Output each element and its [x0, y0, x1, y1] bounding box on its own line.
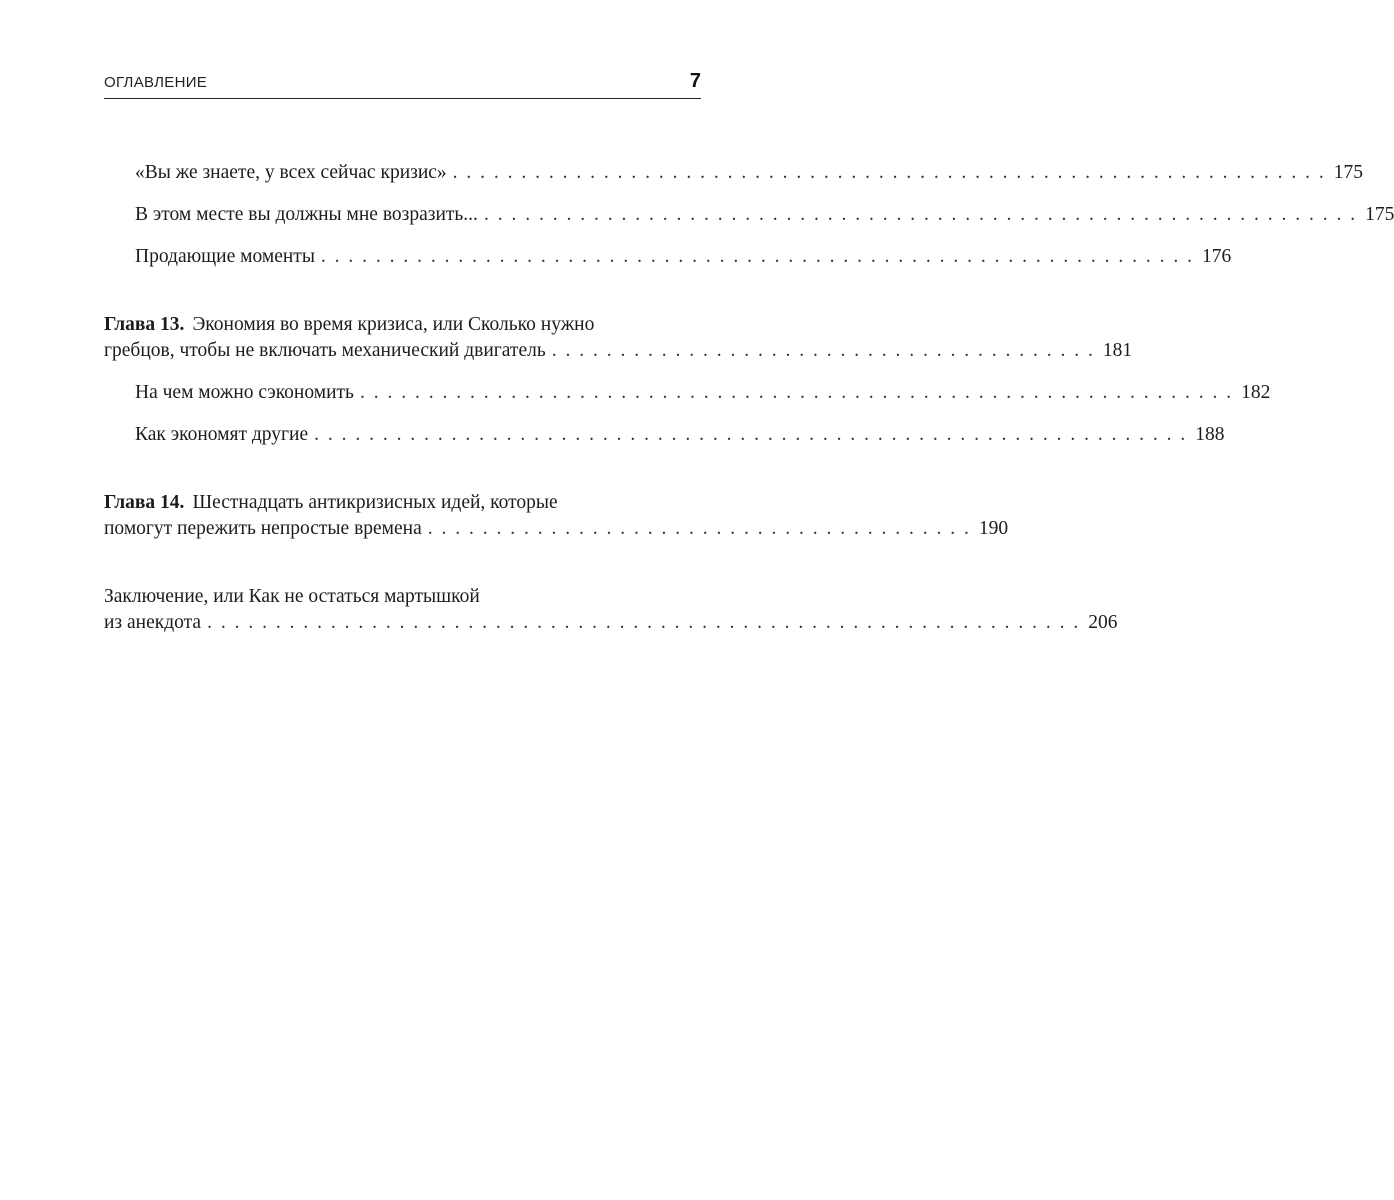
toc-conclusion[interactable]: [104, 584, 1118, 636]
dot-leader: . . . . . . . . . . . . . . . . . . . . . . . . . . . . . . . . . . . . . . . . . . . . . . . . . . . . . . . . . . . . . . . .: [452, 162, 1326, 183]
dot-leader: . . . . . . . . . . . . . . . . . . . . . . . . . . . . . . . . . . . . . . . . . . . . . . . . . . . . . . . . . . . . . . . .: [483, 204, 1358, 225]
chapter-title: Шестнадцать антикризисных идей, которые: [192, 492, 558, 513]
chapter-label: Глава 14.: [104, 492, 185, 513]
dot-leader: . . . . . . . . . . . . . . . . . . . . . . . . . . . . . . . . . . . . . . . . . . . . . . . . . . . . . . . . . . . . . . . .: [314, 424, 1188, 445]
dot-leader: . . . . . . . . . . . . . . . . . . . . . . . . . . . . . . . . . . . . . . . . . . . . . . . . . . . . . . . . . . . . . . . .: [359, 382, 1234, 403]
toc-entry-page: 188: [1195, 424, 1225, 445]
toc-entry-page: 181: [1102, 340, 1133, 361]
toc-entry-page: 182: [1241, 382, 1271, 403]
running-header-title: ОГЛАВЛЕНИЕ: [104, 74, 208, 91]
dot-leader: . . . . . . . . . . . . . . . . . . . . . . . . . . . . . . . . . . . . . . . . . . . . . . . . . . . . . . . . . . . . . . . .: [207, 612, 1081, 633]
chapter-title-continued: помогут пережить непростые времена: [104, 518, 422, 539]
running-header: [104, 70, 701, 99]
chapter-title-line: [104, 490, 701, 516]
toc-entry-title: Продающие моменты: [135, 246, 315, 267]
toc-chapter-13[interactable]: [104, 312, 1133, 364]
toc-entry[interactable]: [104, 160, 1364, 186]
toc-entry-title: На чем можно сэкономить: [135, 382, 354, 403]
conclusion-title: Заключение, или Как не остаться мартышкой: [104, 586, 480, 607]
dot-leader: . . . . . . . . . . . . . . . . . . . . . . . . . . . . . . . . . . . . . . . .: [551, 340, 1095, 361]
chapter-title-continued: гребцов, чтобы не включать механический двигатель: [104, 340, 546, 361]
chapter-label: Глава 13.: [104, 314, 185, 335]
toc-entry[interactable]: [104, 422, 1225, 448]
chapter-title-line: [104, 516, 1009, 542]
toc-entry-page: 206: [1088, 612, 1118, 633]
conclusion-title-continued: из анекдота: [104, 612, 202, 633]
dot-leader: . . . . . . . . . . . . . . . . . . . . . . . . . . . . . . . . . . . . . . . . . . . . . . . . . . . . . . . . . . . . . . . .: [320, 246, 1195, 267]
toc-entry[interactable]: [104, 380, 1271, 406]
toc-entry-page: 175: [1333, 162, 1364, 183]
toc-entry[interactable]: [104, 202, 1394, 228]
toc-chapter-14[interactable]: [104, 490, 1009, 542]
toc-entry-title: «Вы же знаете, у всех сейчас кризис»: [135, 162, 447, 183]
toc-entry-title: Как экономят другие: [135, 424, 309, 445]
toc-entry-title: В этом месте вы должны мне возразить...: [135, 204, 478, 225]
chapter-title-line: [104, 338, 1133, 364]
page-number: 7: [689, 70, 701, 92]
toc-entry-page: 190: [978, 518, 1009, 539]
conclusion-title-line: [104, 610, 1118, 636]
toc-entry[interactable]: [104, 244, 1232, 270]
toc-entry-page: 175: [1365, 204, 1394, 225]
chapter-title-line: [104, 312, 701, 338]
toc-entry-page: 176: [1202, 246, 1232, 267]
table-of-contents: [104, 160, 1394, 652]
chapter-title: Экономия во время кризиса, или Сколько нужно: [192, 314, 595, 335]
dot-leader: . . . . . . . . . . . . . . . . . . . . . . . . . . . . . . . . . . . . . . . .: [427, 518, 971, 539]
